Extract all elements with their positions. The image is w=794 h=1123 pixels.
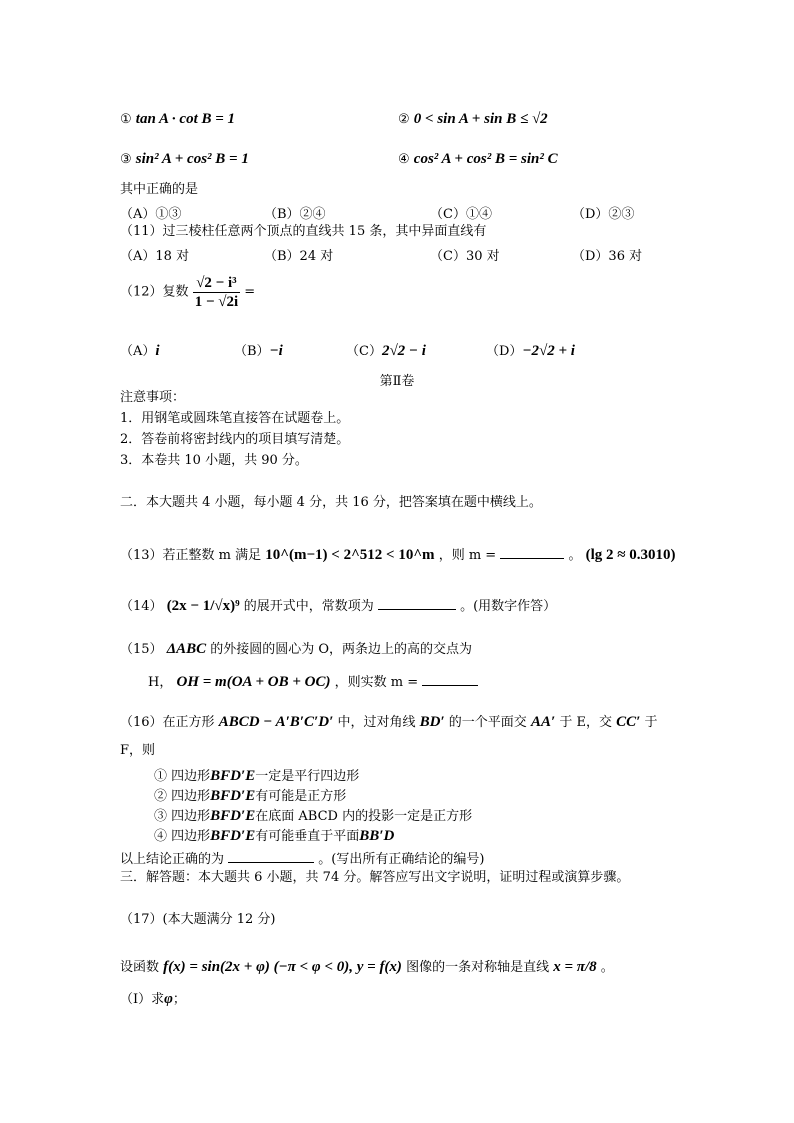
q17-suffix: 。 [600, 960, 614, 975]
notice-item-3: 3．本卷共 10 小题，共 90 分。 [120, 453, 308, 468]
q10-choice-d: （D）②③ [572, 207, 635, 222]
q17-part-1-var: φ [164, 991, 173, 1007]
q16-text-2: 的一个平面交 [448, 715, 527, 730]
q16-statement-4-pre: 四边形 [171, 829, 211, 844]
q17-axis: x = π/8 [553, 959, 597, 975]
q17-title: （17）(本大题满分 12 分) [120, 912, 276, 927]
q13-prefix: （13）若正整数 m 满足 [120, 548, 262, 563]
q14-suffix: 。(用数字作答） [460, 599, 557, 614]
q15-formula: OH = m(OA + OB + OC) [176, 674, 331, 690]
q16-text-1: 中，过对角线 [337, 715, 416, 730]
q12-choice-a-value: i [155, 343, 160, 359]
q16-statement-4-quad: BFD′E [210, 828, 256, 844]
q12-choice-a [120, 340, 160, 360]
q17-part-1-label: （Ⅰ）求 [120, 992, 165, 1007]
q12-choice-b-label: （B） [234, 344, 270, 359]
q16-statement-1-quad: BFD′E [210, 768, 256, 784]
q12-fraction [193, 274, 240, 311]
q12-choice-d-label: （D） [486, 344, 523, 359]
q15-text: 的外接圆的圆心为 O，两条边上的高的交点为 [210, 642, 473, 657]
q12-choice-c [346, 340, 426, 360]
q16-line-1 [120, 713, 657, 731]
q10-choice-a: （A）①③ [120, 207, 182, 222]
q12-choice-b [234, 340, 283, 360]
q16-conclusion-suffix: 。(写出所有正确结论的编号) [318, 852, 485, 867]
q14-prefix: （14） [120, 599, 163, 614]
statement-2 [398, 110, 548, 128]
statement-3-formula: sin² A + cos² B = 1 [135, 151, 249, 167]
q15-line-2 [148, 672, 478, 691]
q15-prefix: （15） [120, 642, 163, 657]
q16-line-2: F，则 [120, 743, 156, 758]
q12-choice-d [486, 340, 575, 360]
q16-statement-2-post: 有可能是正方形 [255, 789, 347, 804]
q14-formula: (2x − 1/√x)⁹ [166, 598, 240, 614]
q16-statement-1-marker: ① [154, 769, 168, 784]
q14 [120, 596, 556, 615]
statement-3-marker: ③ [120, 152, 132, 167]
q15-line-2-prefix: H， [148, 675, 173, 690]
q16-text-4: 于 [644, 715, 658, 730]
q16-edge-aa: AA′ [530, 714, 556, 730]
q16-prefix: （16）在正方形 [120, 715, 215, 730]
q11-text: （11）过三棱柱任意两个顶点的直线共 15 条，其中异面直线有 [120, 224, 487, 239]
q16-statement-4-post: 有可能垂直于平面 [255, 829, 360, 844]
q14-text: 的展开式中，常数项为 [243, 599, 374, 614]
q16-statement-4 [154, 827, 394, 845]
q12-denominator: 1 − √2i [194, 294, 239, 310]
q16-statement-3-quad: BFD′E [210, 808, 256, 824]
q16-cube: ABCD − A′B′C′D′ [218, 714, 334, 730]
q17-formula: f(x) = sin(2x + φ) (−π < φ < 0), y = f(x) [163, 959, 402, 975]
q16-edge-cc: CC′ [616, 714, 641, 730]
q15-line-1 [120, 640, 472, 658]
statement-3 [120, 150, 249, 168]
q15-line-2-suffix: ，则实数 m = [334, 675, 419, 690]
q13-suffix: 。 [568, 548, 582, 563]
q16-statement-2 [154, 787, 346, 805]
q15-triangle: ΔABC [166, 641, 207, 657]
q16-statement-1 [154, 767, 359, 785]
q16-statement-3-post: 在底面 ABCD 内的投影一定是正方形 [255, 809, 473, 824]
q16-statement-2-quad: BFD′E [210, 788, 256, 804]
q17-part-1-suffix: ； [172, 992, 186, 1007]
notice-item-1: 1．用钢笔或圆珠笔直接答在试题卷上。 [120, 411, 350, 426]
q17-prefix: 设函数 [120, 960, 160, 975]
q17-statement [120, 958, 614, 976]
q12-choice-d-value: −2√2 + i [522, 343, 575, 359]
statement-1 [120, 110, 235, 128]
q12-choice-b-value: −i [269, 343, 283, 359]
q13-formula: 10^(m−1) < 2^512 < 10^m [265, 547, 435, 563]
q11-choice-d: （D）36 对 [572, 249, 643, 264]
q10-choice-c: （C）①④ [430, 207, 492, 222]
q17-text: 图像的一条对称轴是直线 [406, 960, 550, 975]
q15-answer-blank[interactable] [422, 672, 478, 686]
q13-middle: ，则 m = [438, 548, 501, 563]
q16-statement-4-plane: BB′D [359, 828, 395, 844]
q13-hint: (lg 2 ≈ 0.3010) [585, 547, 676, 563]
q16-statement-2-pre: 四边形 [171, 789, 211, 804]
q11-choice-a: （A）18 对 [120, 249, 190, 264]
q16-statement-3 [154, 807, 472, 825]
q16-conclusion-prefix: 以上结论正确的为 [120, 852, 225, 867]
q13 [120, 545, 676, 564]
q16-answer-blank[interactable] [228, 849, 314, 863]
q12-choice-c-value: 2√2 − i [381, 343, 426, 359]
notice-item-2: 2．答卷前将密封线内的项目填写清楚。 [120, 432, 350, 447]
statement-2-formula: 0 < sin A + sin B ≤ √2 [413, 111, 548, 127]
q12-numerator: √2 − i³ [193, 274, 240, 293]
q16-statement-2-marker: ② [154, 789, 168, 804]
q17-part-1 [120, 990, 186, 1008]
q13-answer-blank[interactable] [500, 545, 564, 559]
part-2-heading: 二．本大题共 4 小题，每小题 4 分，共 16 分，把答案填在题中横线上。 [120, 495, 542, 510]
q12-prefix: （12）复数 [120, 284, 189, 300]
q16-text-3: 于 E，交 [559, 715, 612, 730]
q16-conclusion [120, 849, 484, 868]
q14-answer-blank[interactable] [378, 596, 456, 610]
q16-diagonal: BD′ [419, 714, 445, 730]
q10-prompt: 其中正确的是 [120, 182, 199, 197]
part-3-heading: 三．解答题：本大题共 6 小题，共 74 分。解答应写出文字说明，证明过程或演算步骤。 [120, 870, 630, 885]
statement-2-marker: ② [398, 112, 410, 127]
statement-1-marker: ① [120, 112, 132, 127]
q16-statement-1-post: 一定是平行四边形 [255, 769, 360, 784]
notice-title: 注意事项： [120, 390, 186, 405]
statement-1-formula: tan A · cot B = 1 [135, 111, 236, 127]
q16-statement-4-marker: ④ [154, 829, 168, 844]
statement-4-formula: cos² A + cos² B = sin² C [413, 151, 558, 167]
q11-choice-c: （C）30 对 [430, 249, 500, 264]
q16-statement-1-pre: 四边形 [171, 769, 211, 784]
q12-choice-a-label: （A） [120, 344, 156, 359]
q12-choice-c-label: （C） [346, 344, 382, 359]
q16-statement-3-pre: 四边形 [171, 809, 211, 824]
q12 [120, 274, 255, 311]
q11-choice-b: （B）24 对 [264, 249, 334, 264]
q12-suffix: = [244, 284, 256, 300]
q10-choice-b: （B）②④ [264, 207, 326, 222]
statement-4-marker: ④ [398, 152, 410, 167]
statement-4 [398, 150, 558, 168]
section-2-title: 第Ⅱ卷 [379, 374, 415, 389]
q16-statement-3-marker: ③ [154, 809, 168, 824]
